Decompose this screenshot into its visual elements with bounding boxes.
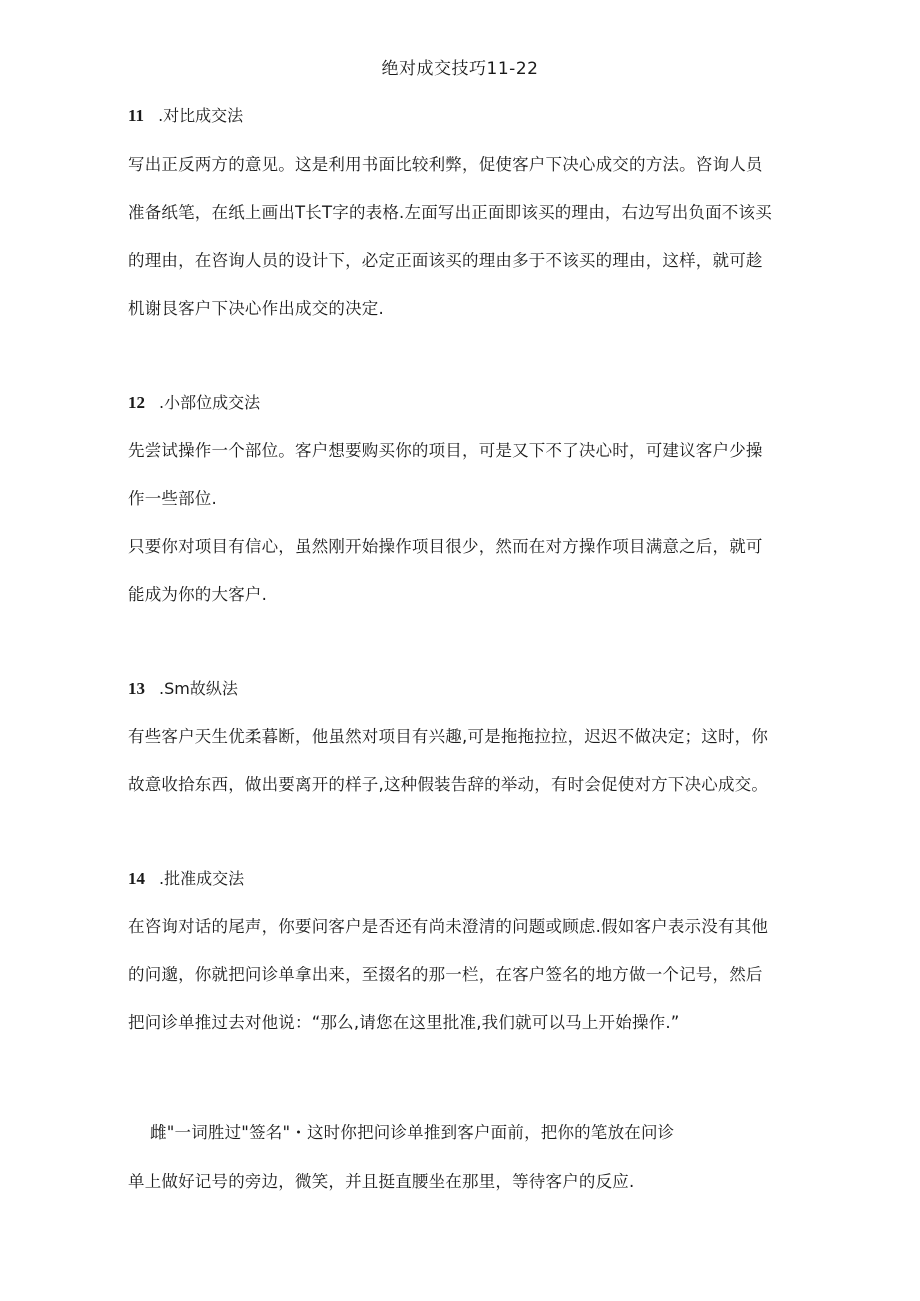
paragraph-line: 的理由，在咨询人员的设计下，必定正面该买的理由多于不该买的理由，这样，就可趁 [128,251,763,270]
section-title: .小部位成交法 [159,393,261,412]
section-heading-13 [128,678,238,700]
paragraph-line: 能成为你的大客户. [128,585,268,604]
section-number: 14 [128,869,145,888]
section-heading-12 [128,392,260,414]
section-title: .Sm故纵法 [159,679,238,698]
closing-line: 单上做好记号的旁边，微笑，并且挺直腰坐在那里，等待客户的反应. [128,1172,635,1191]
paragraph-line: 把问诊单推过去对他说：“那么,请您在这里批准,我们就可以马上开始操作.” [128,1013,680,1032]
section-heading-14 [128,868,244,890]
paragraph-line: 有些客户天生优柔暮断，他虽然对项目有兴趣,可是拖拖拉拉，迟迟不做决定；这时，你 [128,727,769,746]
section-number: 11 [128,106,145,125]
section-title: .批准成交法 [159,869,245,888]
section-title: .对比成交法 [158,106,244,125]
section-number: 12 [128,393,145,412]
paragraph-line: 先尝试操作一个部位。客户想要购买你的项目，可是又下不了决心时，可建议客户少操 [128,441,763,460]
section-heading-11 [128,105,243,127]
paragraph-line: 机谢艮客户下决心作出成交的决定. [128,299,384,318]
paragraph-line: 故意收拾东西，做出要离开的样子,这种假装告辞的举动，有时会促使对方下决心成交。 [128,775,769,794]
closing-line: 雌"一词胜过"签名"・这时你把问诊单推到客户面前，把你的笔放在问诊 [150,1123,675,1142]
document-title: 绝对成交技巧11-22 [381,59,539,79]
paragraph-line: 写出正反两方的意见。这是利用书面比较利弊，促使客户下决心成交的方法。咨询人员 [128,155,763,174]
paragraph-line: 在咨询对话的尾声，你要问客户是否还有尚未澄清的问题或顾虑.假如客户表示没有其他 [128,917,769,936]
paragraph-line: 的问邈，你就把问诊单拿出来，至掇名的那一栏，在客户签名的地方做一个记号，然后 [128,965,763,984]
section-number: 13 [128,679,145,698]
paragraph-line: 准备纸笔，在纸上画出T长T字的表格.左面写出正面即该买的理由，右边写出负面不该买 [128,203,772,222]
paragraph-line: 作一些部位. [128,489,217,508]
paragraph-line: 只要你对项目有信心，虽然刚开始操作项目很少，然而在对方操作项目满意之后，就可 [128,537,763,556]
